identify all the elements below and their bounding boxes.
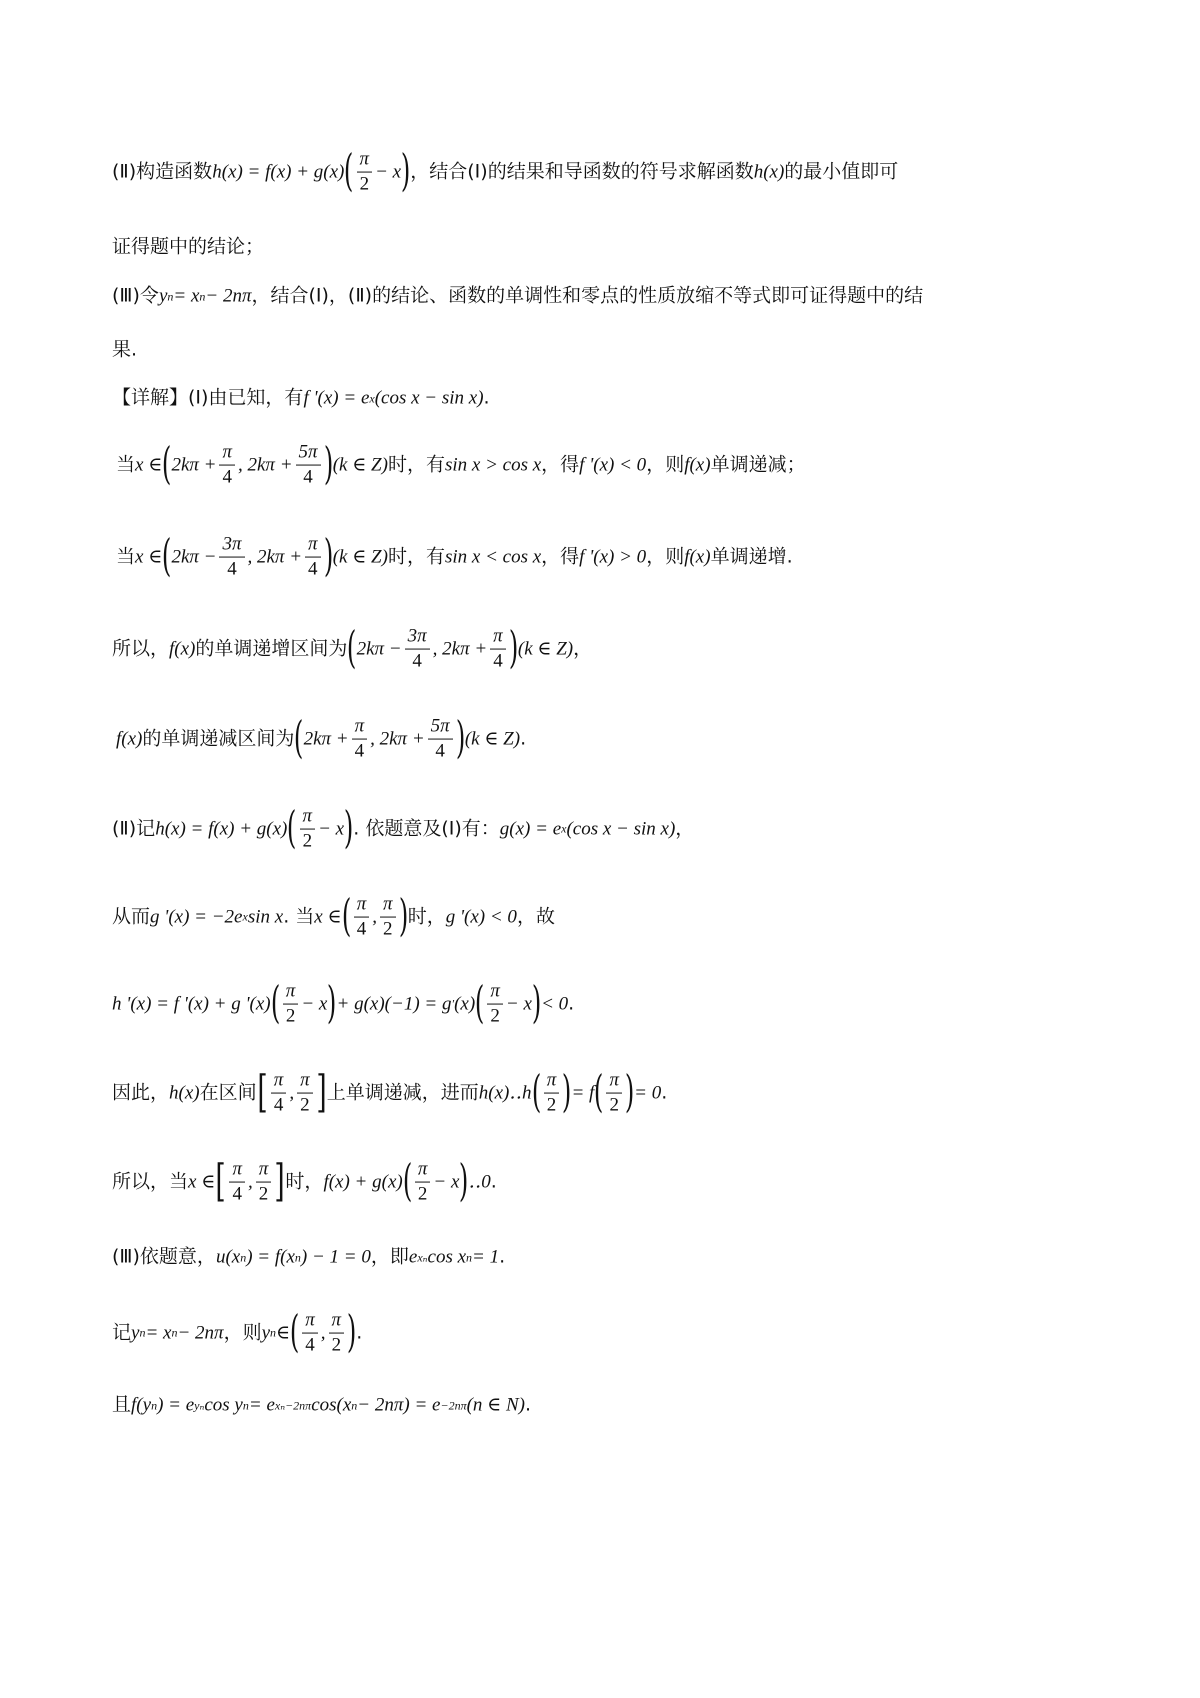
- math-run: ,: [372, 906, 377, 928]
- math-run: ,: [320, 1322, 326, 1344]
- fraction: [219, 535, 244, 580]
- fraction: [219, 443, 235, 488]
- large-parenthesis: ): [400, 146, 411, 197]
- fraction-denominator: 2: [417, 1183, 428, 1205]
- math-run: − x: [301, 993, 328, 1015]
- large-parenthesis: (: [270, 978, 280, 1029]
- fraction-numerator: π: [300, 807, 316, 830]
- math-run: x ∈: [188, 1171, 216, 1193]
- text-run: ，故: [516, 905, 555, 928]
- fraction-denominator: 2: [302, 830, 313, 852]
- large-parenthesis: ): [459, 1156, 469, 1207]
- line-detail-1: 【详解】(Ⅰ)由已知，有 f '(x) = e x (cos x − sin x) .: [112, 386, 490, 409]
- line-detail-2: [116, 439, 1106, 490]
- large-parenthesis: ): [624, 1067, 635, 1118]
- math-run: cos y: [204, 1394, 243, 1416]
- math-run: g '(x) = −2e: [150, 906, 243, 928]
- math-run: 2kπ +: [171, 454, 217, 476]
- fraction-group: [425, 717, 456, 762]
- line-detail-8: h '(x) = f '(x) + g '(x) ( $\frac{\pi}{2}$ − x ) + g(x)(−1) = g ′ (x) ( $\frac{\pi}{2}$ − x ) < 0 .: [112, 978, 575, 1029]
- fraction-numerator: π: [606, 1071, 622, 1094]
- math-run: + g(x)(−1) = g: [336, 993, 452, 1015]
- fraction-numerator: π: [357, 150, 373, 173]
- line-detail-4: [112, 623, 1102, 674]
- fraction: [357, 150, 373, 195]
- fraction-numerator: π: [271, 1071, 287, 1094]
- fraction: [297, 1071, 313, 1116]
- text-run: .: [661, 1081, 668, 1104]
- fraction: [271, 1071, 287, 1116]
- text-run: 时，: [285, 1170, 324, 1193]
- text-run: (Ⅱ)构造函数: [112, 160, 213, 183]
- fraction-denominator: 4: [227, 558, 237, 580]
- fraction-group: [253, 1160, 275, 1205]
- large-parenthesis: (: [402, 1156, 413, 1207]
- fraction-denominator: 2: [383, 918, 393, 940]
- math-run: − x: [375, 161, 402, 183]
- large-parenthesis: ): [323, 439, 333, 490]
- math-run: f(x): [116, 728, 143, 750]
- math-run: , 2kπ +: [370, 728, 425, 750]
- text-run: ，则: [223, 1321, 262, 1344]
- fraction-numerator: 5π: [428, 717, 453, 740]
- fraction-denominator: 4: [493, 650, 503, 672]
- text-run: 上单调递减，进而: [326, 1081, 479, 1104]
- text-run: 因此，: [112, 1081, 170, 1104]
- text-run: 在区间: [199, 1081, 257, 1104]
- large-parenthesis: ): [398, 891, 408, 942]
- fraction-denominator: 4: [232, 1183, 242, 1205]
- text-run: (Ⅲ)依题意，: [112, 1245, 216, 1268]
- line-detail-10: [112, 1156, 1102, 1207]
- fraction: [490, 627, 506, 672]
- large-parenthesis: (: [341, 891, 351, 942]
- fraction-group: [293, 443, 324, 488]
- fraction: [229, 1160, 245, 1205]
- text-run: 证得题中的结论；: [112, 235, 265, 258]
- text-run: 当: [116, 453, 136, 476]
- math-run: < 0: [541, 993, 569, 1015]
- fraction-group: [299, 1311, 321, 1356]
- math-run: ∈: [276, 1322, 291, 1344]
- fraction-numerator: π: [305, 535, 321, 558]
- text-run: ，: [573, 637, 593, 660]
- fraction-numerator: π: [544, 1071, 560, 1094]
- line-p2-intro-cont: [112, 235, 1102, 258]
- fraction-group: [484, 982, 506, 1027]
- large-parenthesis: ): [346, 1307, 357, 1358]
- text-run: (Ⅲ)令: [112, 284, 159, 307]
- fraction-group: [377, 895, 399, 940]
- math-run: (cos x − sin x): [566, 818, 676, 840]
- fraction-numerator: 5π: [296, 443, 321, 466]
- fraction: [256, 1160, 272, 1205]
- text-run: 从而: [112, 905, 151, 928]
- fraction-numerator: π: [415, 1160, 431, 1183]
- text-run: .: [356, 1321, 363, 1344]
- math-run: f(y: [131, 1394, 152, 1416]
- math-run: ) = e: [157, 1394, 195, 1416]
- text-run: 单调递减；: [710, 453, 806, 476]
- math-run: f '(x) < 0: [579, 454, 647, 476]
- text-run: ，: [675, 817, 695, 840]
- math-run: = x: [173, 285, 200, 307]
- text-run: .: [520, 727, 527, 750]
- fraction: [428, 717, 453, 762]
- text-run: ，则: [646, 545, 685, 568]
- fraction: [305, 535, 321, 580]
- math-run: f(x): [684, 546, 711, 568]
- fraction-denominator: 4: [222, 466, 232, 488]
- large-parenthesis: (: [162, 531, 172, 582]
- fraction-group: [226, 1160, 248, 1205]
- fraction-numerator: π: [329, 1311, 345, 1334]
- large-parenthesis: (: [289, 1307, 300, 1358]
- math-run: = 1: [472, 1246, 500, 1268]
- large-parenthesis: (: [344, 146, 354, 197]
- math-run: h(x): [753, 161, 785, 183]
- large-parenthesis: ): [562, 1067, 572, 1118]
- large-parenthesis: (: [162, 439, 172, 490]
- math-run: x ∈: [314, 906, 342, 928]
- fraction-group: [302, 535, 324, 580]
- math-run: h(x): [169, 1082, 200, 1104]
- line-detail-11: (Ⅲ)依题意， u(x n ) = f(x n ) − 1 = 0 ，即 e xₙ cos x n = 1 .: [112, 1245, 506, 1268]
- math-run: = 0: [634, 1082, 662, 1104]
- fraction-numerator: π: [256, 1160, 272, 1183]
- math-run: (x): [454, 993, 476, 1015]
- math-run: f(x): [684, 454, 711, 476]
- text-run: 记: [112, 1321, 132, 1344]
- fraction: [380, 895, 396, 940]
- fraction-group: [344, 146, 411, 197]
- text-run: 时，: [407, 905, 446, 928]
- math-run: f '(x) = e: [303, 387, 370, 409]
- text-run: .: [483, 386, 490, 409]
- fraction-denominator: 4: [356, 918, 367, 940]
- fraction-denominator: 4: [303, 466, 313, 488]
- math-run: − x: [505, 993, 532, 1015]
- text-run: 的最小值即可: [784, 160, 899, 183]
- text-run: 所以，当: [112, 1170, 189, 1193]
- fraction-group: [216, 443, 238, 488]
- text-run: . 当: [283, 905, 315, 928]
- large-parenthesis: ): [455, 713, 465, 764]
- text-run: 时，有: [387, 545, 445, 568]
- fraction-group: [487, 627, 509, 672]
- fraction-group: [349, 717, 371, 762]
- fraction: [405, 627, 430, 672]
- math-run: (cos x − sin x): [374, 387, 484, 409]
- math-run: y: [158, 285, 168, 307]
- math-run: = f: [571, 1082, 595, 1104]
- fraction-denominator: 4: [308, 558, 318, 580]
- math-run: h(x)‥h: [478, 1082, 532, 1104]
- fraction-numerator: π: [490, 627, 506, 650]
- fraction: [487, 982, 503, 1027]
- large-parenthesis: ): [508, 623, 519, 674]
- large-bracket: ]: [316, 1067, 327, 1118]
- text-run: 果.: [112, 338, 138, 361]
- fraction-group: [541, 1071, 563, 1116]
- fraction-denominator: 4: [412, 650, 422, 672]
- text-run: .: [490, 1170, 497, 1193]
- math-run: f '(x) > 0: [579, 546, 647, 568]
- text-run: 单调递增.: [710, 545, 793, 568]
- math-run: f(x) + g(x): [323, 1171, 403, 1193]
- math-run: (k ∈ Z): [464, 728, 521, 750]
- fraction-numerator: π: [302, 1311, 318, 1334]
- math-run: x ∈: [135, 454, 163, 476]
- math-run: , 2kπ +: [432, 638, 488, 660]
- fraction-denominator: 2: [546, 1094, 557, 1116]
- fraction-denominator: 4: [273, 1094, 284, 1116]
- line-detail-6: (Ⅱ)记 h(x) = f(x) + g(x) ( $\frac{\pi}{2}$ − x ) . 依题意及(Ⅰ)有： g(x) = e x (cos x − sin x) ，: [112, 803, 695, 854]
- line-p2-intro: [112, 146, 1102, 197]
- text-run: 所以，: [112, 637, 170, 660]
- math-run: sin x > cos x: [444, 454, 542, 476]
- math-run: x ∈: [135, 546, 163, 568]
- math-run: − 2nπ: [177, 1322, 224, 1344]
- math-run: (k ∈ Z): [332, 454, 388, 476]
- math-run: 2kπ −: [356, 638, 402, 660]
- fraction-group: [297, 807, 319, 852]
- fraction-denominator: 2: [609, 1094, 619, 1116]
- text-run: ，则: [646, 453, 685, 476]
- large-parenthesis: (: [347, 623, 357, 674]
- fraction-denominator: 4: [435, 740, 445, 762]
- large-parenthesis: ): [343, 803, 354, 854]
- fraction-group: [412, 1160, 434, 1205]
- fraction-numerator: 3π: [219, 535, 244, 558]
- fraction-numerator: π: [354, 895, 370, 918]
- large-parenthesis: (: [531, 1067, 541, 1118]
- fraction-group: [351, 895, 373, 940]
- text-run: (Ⅱ)记: [112, 817, 156, 840]
- math-run: = x: [145, 1322, 172, 1344]
- fraction-group: [402, 627, 433, 672]
- text-run: ，得: [541, 453, 580, 476]
- fraction: [352, 717, 368, 762]
- line-detail-3: [116, 531, 1106, 582]
- math-run: h(x) = f(x) + g(x): [155, 818, 288, 840]
- fraction-group: [268, 1071, 290, 1116]
- fraction-numerator: π: [283, 982, 299, 1005]
- math-run: ,: [247, 1171, 253, 1193]
- large-parenthesis: (: [287, 803, 297, 854]
- fraction-group: [603, 1071, 625, 1116]
- fraction-group: [326, 1311, 348, 1356]
- math-run: y: [261, 1322, 271, 1344]
- text-run: ，得: [541, 545, 580, 568]
- math-run: , 2kπ +: [247, 546, 303, 568]
- text-run: 且: [112, 1393, 132, 1416]
- math-run: g(x) = e: [499, 818, 562, 840]
- fraction: [354, 895, 370, 940]
- text-run: ，结合(Ⅰ)，(Ⅱ)的结论、函数的单调性和零点的性质放缩不等式即可证得题中的结: [251, 284, 924, 307]
- large-parenthesis: (: [475, 978, 485, 1029]
- fraction-denominator: 4: [354, 740, 365, 762]
- fraction-numerator: 3π: [405, 627, 430, 650]
- large-parenthesis: ): [323, 531, 333, 582]
- fraction-numerator: π: [380, 895, 396, 918]
- fraction-group: [216, 535, 247, 580]
- text-run: ，即: [370, 1245, 409, 1268]
- text-run: .: [499, 1245, 506, 1268]
- math-run: ‥0: [468, 1171, 491, 1193]
- line-detail-9: [112, 1067, 1102, 1118]
- large-parenthesis: (: [294, 713, 304, 764]
- math-run: h(x) = f(x) + g(x): [212, 161, 345, 183]
- large-bracket: [: [215, 1156, 227, 1207]
- fraction-denominator: 4: [305, 1334, 315, 1356]
- line-p3-intro-cont: [112, 338, 1102, 361]
- fraction-numerator: π: [229, 1160, 245, 1183]
- math-run: u(x: [215, 1246, 241, 1268]
- line-detail-7: 从而 g '(x) = −2e x sin x . 当 x ∈ ( $\frac{\pi}{4}$ , $\frac{\pi}{2}$ ) 时， g '(x) < 0 ，故: [112, 891, 555, 942]
- math-run: sin x: [247, 906, 284, 928]
- math-run: − 2nπ: [205, 285, 252, 307]
- fraction-denominator: 2: [359, 173, 370, 195]
- math-run: sin x < cos x: [444, 546, 542, 568]
- math-run: ,: [289, 1082, 295, 1104]
- text-run: .: [524, 1393, 532, 1416]
- text-run: 的单调递减区间为: [142, 727, 295, 750]
- math-run: − x: [433, 1171, 460, 1193]
- math-run: y: [131, 1322, 140, 1344]
- fraction-numerator: π: [487, 982, 503, 1005]
- line-detail-5: [116, 713, 1106, 764]
- fraction-denominator: 2: [331, 1334, 342, 1356]
- fraction-numerator: π: [297, 1071, 313, 1094]
- fraction-group: [280, 982, 302, 1027]
- fraction: [283, 982, 299, 1027]
- fraction-denominator: 2: [285, 1005, 296, 1027]
- math-run: ) − 1 = 0: [300, 1246, 371, 1268]
- line-detail-12: 记 y n = x n − 2nπ ，则 y n ∈ ( $\frac{\pi}{4}$ , $\frac{\pi}{2}$ ) .: [112, 1307, 363, 1358]
- fraction: [300, 807, 316, 852]
- text-run: ，结合(Ⅰ)的结果和导函数的符号求解函数: [410, 160, 754, 183]
- fraction: [415, 1160, 431, 1205]
- math-run: (k ∈ Z): [517, 638, 574, 660]
- math-run: h '(x) = f '(x) + g '(x): [112, 993, 271, 1015]
- math-run: , 2kπ +: [238, 454, 293, 476]
- text-run: 【详解】(Ⅰ)由已知，有: [112, 386, 304, 409]
- math-run: 2kπ −: [171, 546, 217, 568]
- fraction: [296, 443, 321, 488]
- text-run: 当: [116, 545, 136, 568]
- fraction-numerator: π: [352, 717, 368, 740]
- fraction: [302, 1311, 318, 1356]
- text-run: 的单调递增区间为: [195, 637, 348, 660]
- math-run: g '(x) < 0: [445, 906, 517, 928]
- large-parenthesis: (: [594, 1067, 604, 1118]
- math-run: e: [408, 1246, 418, 1268]
- math-run: cos(x: [311, 1394, 352, 1416]
- fraction: [606, 1071, 622, 1116]
- math-run: ) = f(x: [246, 1246, 295, 1268]
- large-parenthesis: ): [327, 978, 337, 1029]
- fraction-denominator: 2: [258, 1183, 269, 1205]
- line-detail-13: 且 f(y n ) = e yₙ cos y n = e xₙ−2nπ cos(x n − 2nπ) = e −2nπ (n ∈ N) .: [112, 1393, 532, 1416]
- math-run: f(x): [169, 638, 196, 660]
- fraction: [544, 1071, 560, 1116]
- large-parenthesis: ): [531, 978, 542, 1029]
- fraction-denominator: 2: [490, 1005, 500, 1027]
- math-run: = e: [248, 1394, 275, 1416]
- math-run: cos x: [427, 1246, 467, 1268]
- large-bracket: [: [257, 1067, 268, 1118]
- fraction-denominator: 2: [300, 1094, 310, 1116]
- text-run: . 依题意及(Ⅰ)有：: [353, 817, 500, 840]
- large-bracket: ]: [274, 1156, 285, 1207]
- math-run: − x: [318, 818, 345, 840]
- text-run: 时，有: [387, 453, 445, 476]
- fraction-group: [294, 1071, 316, 1116]
- line-p3-intro: (Ⅲ)令 y n = x n − 2nπ ，结合(Ⅰ)，(Ⅱ)的结论、函数的单调性和零点的性质放缩不等式即可证得题中的结: [112, 284, 924, 307]
- math-run: (k ∈ Z): [332, 546, 388, 568]
- math-run: 2kπ +: [303, 728, 349, 750]
- text-run: .: [568, 992, 575, 1015]
- fraction: [329, 1311, 345, 1356]
- math-run: − 2nπ) = e: [357, 1394, 441, 1416]
- fraction-numerator: π: [219, 443, 235, 466]
- math-run: (n ∈ N): [466, 1394, 525, 1416]
